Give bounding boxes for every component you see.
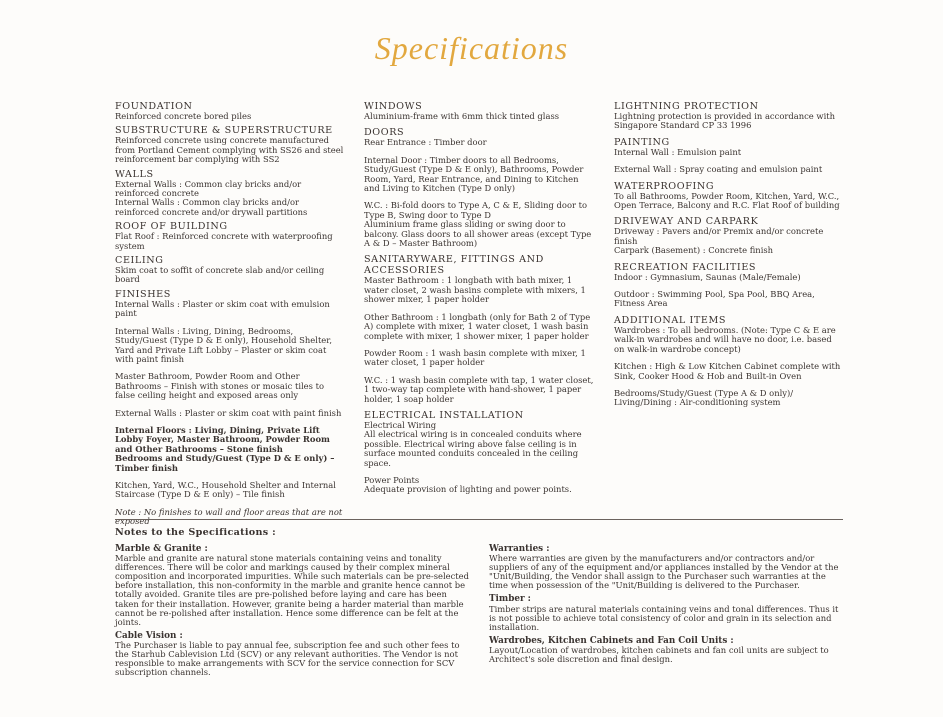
spec-column-3	[614, 99, 844, 412]
section-text: Adequate provision of lighting and power points.	[364, 484, 572, 495]
section-text: External Walls : Plaster or skim coat with paint finish	[115, 407, 342, 418]
page-title: Specifications	[374, 30, 569, 66]
section-text: Electrical Wiring	[364, 419, 437, 430]
section-text: Reinforced concrete bored piles	[115, 111, 252, 121]
section-text: Skim coat to soffit of concrete slab and/or ceiling board	[115, 265, 325, 285]
spec-section-electrical	[364, 410, 594, 495]
section-heading: CEILING	[115, 255, 164, 267]
section-text: Power Points	[364, 474, 420, 485]
section-heading: ROOF OF BUILDING	[115, 221, 228, 233]
notes-title: Notes to the Specifications :	[115, 527, 276, 538]
section-text: To all Bathrooms, Powder Room, Kitchen, Yard, W.C., Open Terrace, Balcony and R.C. Flat Roof of building	[614, 190, 840, 211]
section-heading: WALLS	[115, 168, 154, 180]
note-heading: Wardrobes, Kitchen Cabinets and Fan Coil Units :	[489, 635, 734, 646]
section-text: Internal Walls : Plaster or skim coat with emulsion paint	[115, 298, 330, 319]
section-heading: ADDITIONAL ITEMS	[614, 314, 727, 326]
section-text: External Wall : Spray coating and emulsion paint	[614, 164, 823, 175]
section-heading: RECREATION FACILITIES	[614, 261, 757, 273]
section-heading: DOORS	[364, 127, 405, 139]
note-heading: Cable Vision :	[115, 630, 183, 641]
section-heading: DRIVEWAY AND CARPARK	[614, 216, 759, 228]
spec-section-ceiling	[115, 255, 345, 285]
section-heading: FOUNDATION	[115, 101, 193, 112]
spec-section-painting	[614, 137, 844, 175]
section-text: Aluminium-frame with 6mm thick tinted glass	[364, 111, 560, 121]
note-text: Marble and granite are natural stone materials containing veins and tonality differences. There will be color and markings caused by their complex mineral composition and incorporated impurities. While such materials can be pre-selected before installation, this non-conformity in the marble and granite hence cannot be totally avoided. Granite tiles are pre-polished before laying and care has been taken for their installation. However, granite being a harder material than marble cannot be re-polished after installation. Hence some difference can be felt at the joints.	[115, 553, 469, 627]
note-text: Where warranties are given by the manufacturers and/or contractors and/or suppliers of any of the equipment and/or appliances installed by the Vendor at the "Unit/Building, the Vendor shall assign to the Purchaser such warranties at the time when possession of the "Unit/Building is delivered to the Purchaser.	[489, 553, 839, 591]
spec-section-driveway	[614, 216, 844, 255]
section-text: Rear Entrance : Timber door	[364, 137, 487, 148]
floors-text: Bedrooms and Study/Guest (Type D & E only) – Timber finish	[115, 453, 335, 473]
section-text: Other Bathroom : 1 longbath (only for Bath 2 of Type A) complete with mixer, 1 water closet, 1 wash basin complete with mixer, 1 shower mixer, 1 paper holder	[364, 311, 591, 341]
section-heading: SANITARYWARE, FITTINGS AND ACCESSORIES	[364, 254, 544, 277]
spec-section-finishes	[115, 289, 345, 527]
spec-section-windows	[364, 101, 594, 121]
section-text: Master Bathroom, Powder Room and Other Bathrooms – Finish with stones or mosaic tiles to false ceiling height and exposed areas only	[115, 371, 325, 401]
floors-text: Internal Floors : Living, Dining, Private Lift Lobby Foyer, Master Bathroom, Powder Room and Other Bathrooms – Stone finish	[115, 424, 330, 454]
section-text: Internal Walls : Common clay bricks and/or reinforced concrete and/or drywall partitions	[115, 197, 308, 217]
spec-column-2	[364, 99, 594, 499]
section-text: W.C. : Bi-fold doors to Type A, C & E, Sliding door to Type B, Swing door to Type D	[364, 200, 588, 220]
notes-column-right	[489, 545, 839, 664]
section-text: External Walls : Common clay bricks and/or reinforced concrete	[115, 178, 302, 199]
kitchen-finish-text: Kitchen, Yard, W.C., Household Shelter and Internal Staircase (Type D & E only) – Tile finish	[115, 479, 336, 500]
spec-section-lightning	[614, 101, 844, 131]
section-heading: SUBSTRUCTURE & SUPERSTRUCTURE	[115, 125, 333, 137]
spec-column-1	[115, 99, 345, 531]
spec-section-additional	[614, 315, 844, 408]
section-text: Reinforced concrete using concrete manufactured from Portland Cement complying with SS26 and steel reinforcement bar complying with SS2	[115, 135, 344, 165]
notes-column-left	[115, 545, 470, 677]
section-heading: WATERPROOFING	[614, 180, 715, 192]
section-text: Bedrooms/Study/Guest (Type A & D only)/ Living/Dining : Air-conditioning system	[614, 387, 794, 408]
section-text: Flat Roof : Reinforced concrete with waterproofing system	[115, 231, 333, 251]
spec-section-sanitaryware	[364, 254, 594, 403]
section-heading: FINISHES	[115, 288, 171, 300]
section-heading: LIGHTNING PROTECTION	[614, 101, 759, 112]
divider	[115, 519, 843, 520]
section-text: Carpark (Basement) : Concrete finish	[614, 245, 774, 256]
section-text: Wardrobes : To all bedrooms. (Note: Type C & E are walk-in wardrobes and will have no door, i.e. based on walk-in wardrobe concept)	[614, 324, 836, 354]
spec-section-roof	[115, 221, 345, 251]
section-heading: WINDOWS	[364, 101, 423, 112]
section-text: Internal Door : Timber doors to all Bedrooms, Study/Guest (Type D & E only), Bathrooms, Powder Room, Yard, Rear Entrance, and Dining to Kitchen and Living to Kitchen (Type D only)	[364, 154, 584, 194]
note-heading: Marble & Granite :	[115, 544, 208, 554]
section-text: Kitchen : High & Low Kitchen Cabinet complete with Sink, Cooker Hood & Hob and Built-in Oven	[614, 361, 841, 381]
section-text: Powder Room : 1 wash basin complete with mixer, 1 water closet, 1 paper holder	[364, 347, 586, 368]
section-text: Lightning protection is provided in accordance with Singapore Standard CP 33 1996	[614, 111, 836, 131]
section-text: All electrical wiring is in concealed conduits where possible. Electrical wiring above false ceiling is in surface mounted conduits concealed in the ceiling space.	[364, 429, 582, 468]
section-text: Master Bathroom : 1 longbath with bath mixer, 1 water closet, 2 wash basins complete with mixers, 1 shower mixer, 1 paper holder	[364, 275, 586, 305]
note-heading: Warranties :	[489, 544, 550, 554]
spec-section-waterproofing	[614, 181, 844, 211]
spec-section-foundation	[115, 101, 345, 121]
section-text: Outdoor : Swimming Pool, Spa Pool, BBQ Area, Fitness Area	[614, 289, 815, 309]
note-text: The Purchaser is liable to pay annual fee, subscription fee and such other fees to the Starhub Cablevision Ltd (SCV) or any relevant authorities. The Vendor is not responsible to make arrangements with SCV for the service connection for SCV subscription channels.	[115, 639, 460, 678]
note-text: Layout/Location of wardrobes, kitchen cabinets and fan coil units are subject to Architect's sole discretion and final design.	[489, 644, 829, 665]
section-text: Aluminium frame glass sliding or swing door to balcony. Glass doors to all shower areas (except Type A & D – Master Bathroom)	[364, 219, 592, 249]
spec-section-structure	[115, 125, 345, 164]
note-text: Timber strips are natural materials containing veins and tonal differences. Thus it is not possible to achieve total consistency of color and grain in its selection and installation.	[489, 603, 839, 632]
section-text: Internal Walls : Living, Dining, Bedrooms, Study/Guest (Type D & E only), Household Shelter, Yard and Private Lift Lobby – Plaster or skim coat with paint finish	[115, 325, 333, 364]
section-heading: ELECTRICAL INSTALLATION	[364, 409, 524, 421]
spec-section-doors	[364, 127, 594, 248]
note-heading: Timber :	[489, 594, 531, 605]
finishes-note: Note : No finishes to wall and floor areas that are not exposed	[115, 506, 343, 527]
section-text: Indoor : Gymnasium, Saunas (Male/Female)	[614, 271, 801, 282]
section-heading: PAINTING	[614, 136, 670, 148]
section-text: W.C. : 1 wash basin complete with tap, 1 water closet, 1 two-way tap complete with hand-shower, 1 paper holder, 1 soap holder	[364, 374, 594, 404]
section-text: Internal Wall : Emulsion paint	[614, 146, 742, 157]
spec-section-recreation	[614, 262, 844, 309]
section-text: Driveway : Pavers and/or Premix and/or concrete finish	[614, 226, 824, 246]
spec-section-walls	[115, 169, 345, 218]
